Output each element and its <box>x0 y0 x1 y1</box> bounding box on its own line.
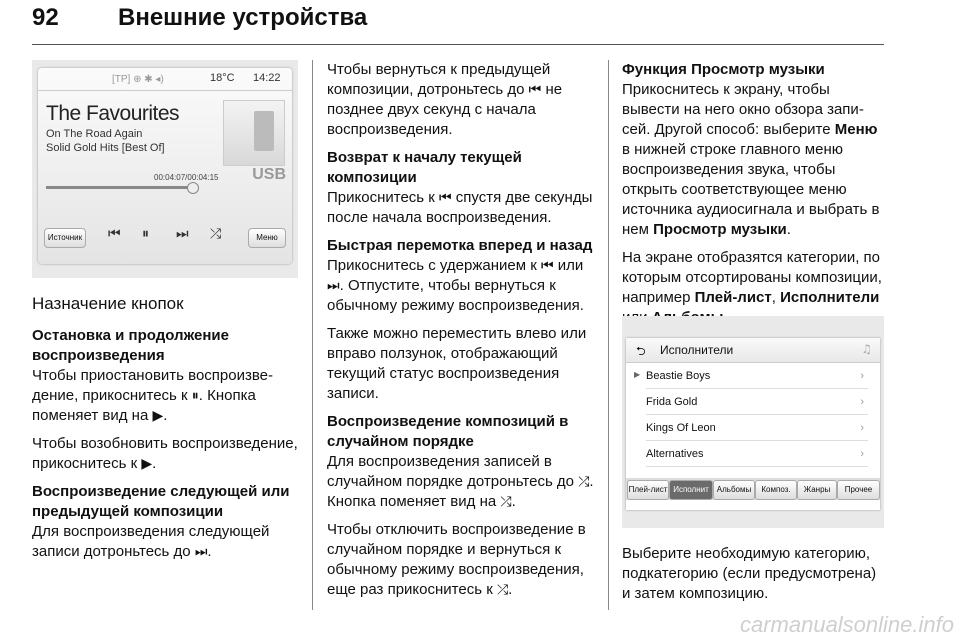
subheading-restart: Возврат к началу текущей композиции <box>327 149 522 186</box>
previous-icon: ⏮ <box>540 258 554 274</box>
next-icon: ⏭ <box>194 544 208 560</box>
subheading-next-prev: Воспроизведение следующей или предыдущей композиции <box>32 483 290 520</box>
album-subtitle: Solid Gold Hits [Best Of] <box>46 142 165 154</box>
paragraph: Чтобы вернуться к предыдущей композиции, дотроньтесь до ⏮ не позднее двух секунд с начала воспроизведения. <box>327 61 563 138</box>
paragraph: Чтобы приостановить воспроизведение, прикоснитесь к ⏸. Кнопка поменяет вид на ▶. <box>32 367 273 424</box>
album-title: The Favourites <box>46 102 180 125</box>
shuffle-icon[interactable]: ⤮ <box>210 226 222 242</box>
status-icons: [TP] ⊕ ✱ ◂) <box>112 74 164 85</box>
tab-albums[interactable]: Альбомы <box>713 480 755 500</box>
list-item[interactable]: Frida Gold › <box>646 390 868 415</box>
temperature: 18°C <box>210 72 235 84</box>
source-button[interactable]: Источник <box>44 228 86 248</box>
menu-button[interactable]: Меню <box>248 228 286 248</box>
browse-screenshot <box>622 316 884 528</box>
back-icon[interactable]: ⮌ <box>636 344 646 358</box>
paragraph: Чтобы отключить воспроизведение в случайном порядке и вернуться к обычному режиму воспроизведения, еще раз прикоснитесь к ⤮. <box>327 521 586 598</box>
header-rule <box>32 44 884 45</box>
paragraph: Прикоснитесь к экрану, чтобы вывести на него окно обзора записей. Другой способ: выберите Меню в нижней строке главного меню воспроизведения звука, чтобы открыть соответствующее меню источника аудиосигнала и выбрать в нем Просмотр музыки. <box>622 81 880 238</box>
list-item[interactable]: Kings Of Leon › <box>646 416 868 441</box>
status-divider <box>38 90 292 91</box>
tab-songs[interactable]: Композ. <box>755 480 797 500</box>
play-icon: ▶ <box>141 456 153 472</box>
track-time: 00:04:07/00:04:15 <box>154 173 219 182</box>
play-icon: ▶ <box>152 408 164 424</box>
chevron-right-icon: › <box>860 448 864 460</box>
list-item[interactable]: Beastie Boys › <box>646 364 868 389</box>
category-tabs <box>626 478 880 500</box>
watermark: carmanualsonline.info <box>739 612 954 637</box>
subheading-seek: Быстрая перемотка вперед и назад <box>327 237 593 254</box>
pause-icon: ⏸ <box>191 388 199 404</box>
browse-title: Исполнители <box>660 343 734 357</box>
paragraph: Прикоснитесь к ⏮ спустя две секунды после начала воспроизведения. <box>327 189 593 226</box>
list-item[interactable]: Alternatives › <box>646 442 868 467</box>
column-2 <box>327 60 599 608</box>
column-divider <box>312 60 313 610</box>
subheading-pause: Остановка и продолжение воспроизведения <box>32 327 229 364</box>
subheading-shuffle: Воспроизведение композиций в случайном порядке <box>327 413 569 450</box>
paragraph: Для воспроизведения следующей записи дотроньтесь до ⏭. <box>32 523 270 560</box>
column-1 <box>32 294 298 570</box>
source-badge: USB <box>252 166 286 183</box>
previous-icon[interactable]: ⏮ <box>108 226 121 242</box>
next-icon[interactable]: ⏭ <box>176 226 189 242</box>
paragraph: На экране отобразятся категории, по которым отсортированы композиции, например Плей-лист, Исполнители <box>622 249 882 306</box>
player-controls <box>38 220 292 254</box>
usb-stick-icon <box>254 111 274 151</box>
column-3 <box>622 60 886 336</box>
tab-artists[interactable]: Исполнит <box>669 480 713 500</box>
paragraph: Чтобы возобновить воспроизведение, прикоснитесь к ▶. <box>32 435 298 472</box>
track-title: On The Road Again <box>46 128 143 140</box>
column-divider <box>608 60 609 610</box>
play-marker-icon: ▶ <box>634 370 641 379</box>
usb-art <box>223 100 285 166</box>
column-3-bottom <box>622 544 886 612</box>
next-icon: ⏭ <box>327 278 340 294</box>
status-bar <box>38 68 292 90</box>
section-heading: Назначение кнопок <box>32 294 184 313</box>
paragraph: Выберите необходимую категорию, подкатегорию (если предусмотрена) и затем композицию. <box>622 545 877 602</box>
clock: 14:22 <box>253 72 281 84</box>
browse-title-bar <box>626 338 880 363</box>
subheading-browse: Функция Просмотр музыки <box>622 61 825 78</box>
progress-knob[interactable] <box>187 182 199 194</box>
tab-genres[interactable]: Жанры <box>797 480 837 500</box>
shuffle-off-icon: ⤮ <box>500 494 512 510</box>
previous-icon: ⏮ <box>528 82 542 98</box>
tab-more[interactable]: Прочее <box>837 480 880 500</box>
page-title: Внешние устройства <box>118 4 368 31</box>
player-screen <box>38 68 292 264</box>
page-number: 92 <box>32 4 59 31</box>
chevron-right-icon: › <box>860 396 864 408</box>
previous-icon: ⏮ <box>439 190 452 206</box>
pause-icon[interactable]: ⏸ <box>142 226 149 242</box>
player-screenshot <box>32 60 298 278</box>
music-note-icon: ♫ <box>861 342 872 356</box>
chevron-right-icon: › <box>860 370 864 382</box>
paragraph: Прикоснитесь с удержанием к ⏮ или ⏭. Отпустите, чтобы вернуться к обычному режиму воспроизведения. <box>327 257 584 314</box>
paragraph: Для воспроизведения записей в случайном порядке дотроньтесь до ⤮. Кнопка поменяет вид на ⤮. <box>327 453 594 510</box>
shuffle-off-icon: ⤮ <box>496 582 509 598</box>
progress-bar[interactable] <box>46 186 196 189</box>
browse-screen <box>626 338 880 510</box>
shuffle-icon: ⤮ <box>578 474 590 490</box>
tab-playlist[interactable]: Плей-лист <box>627 480 669 500</box>
chevron-right-icon: › <box>860 422 864 434</box>
paragraph: Также можно переместить влево или вправо ползунок, отображающий текущий статус воспроизведения записи. <box>327 325 587 402</box>
